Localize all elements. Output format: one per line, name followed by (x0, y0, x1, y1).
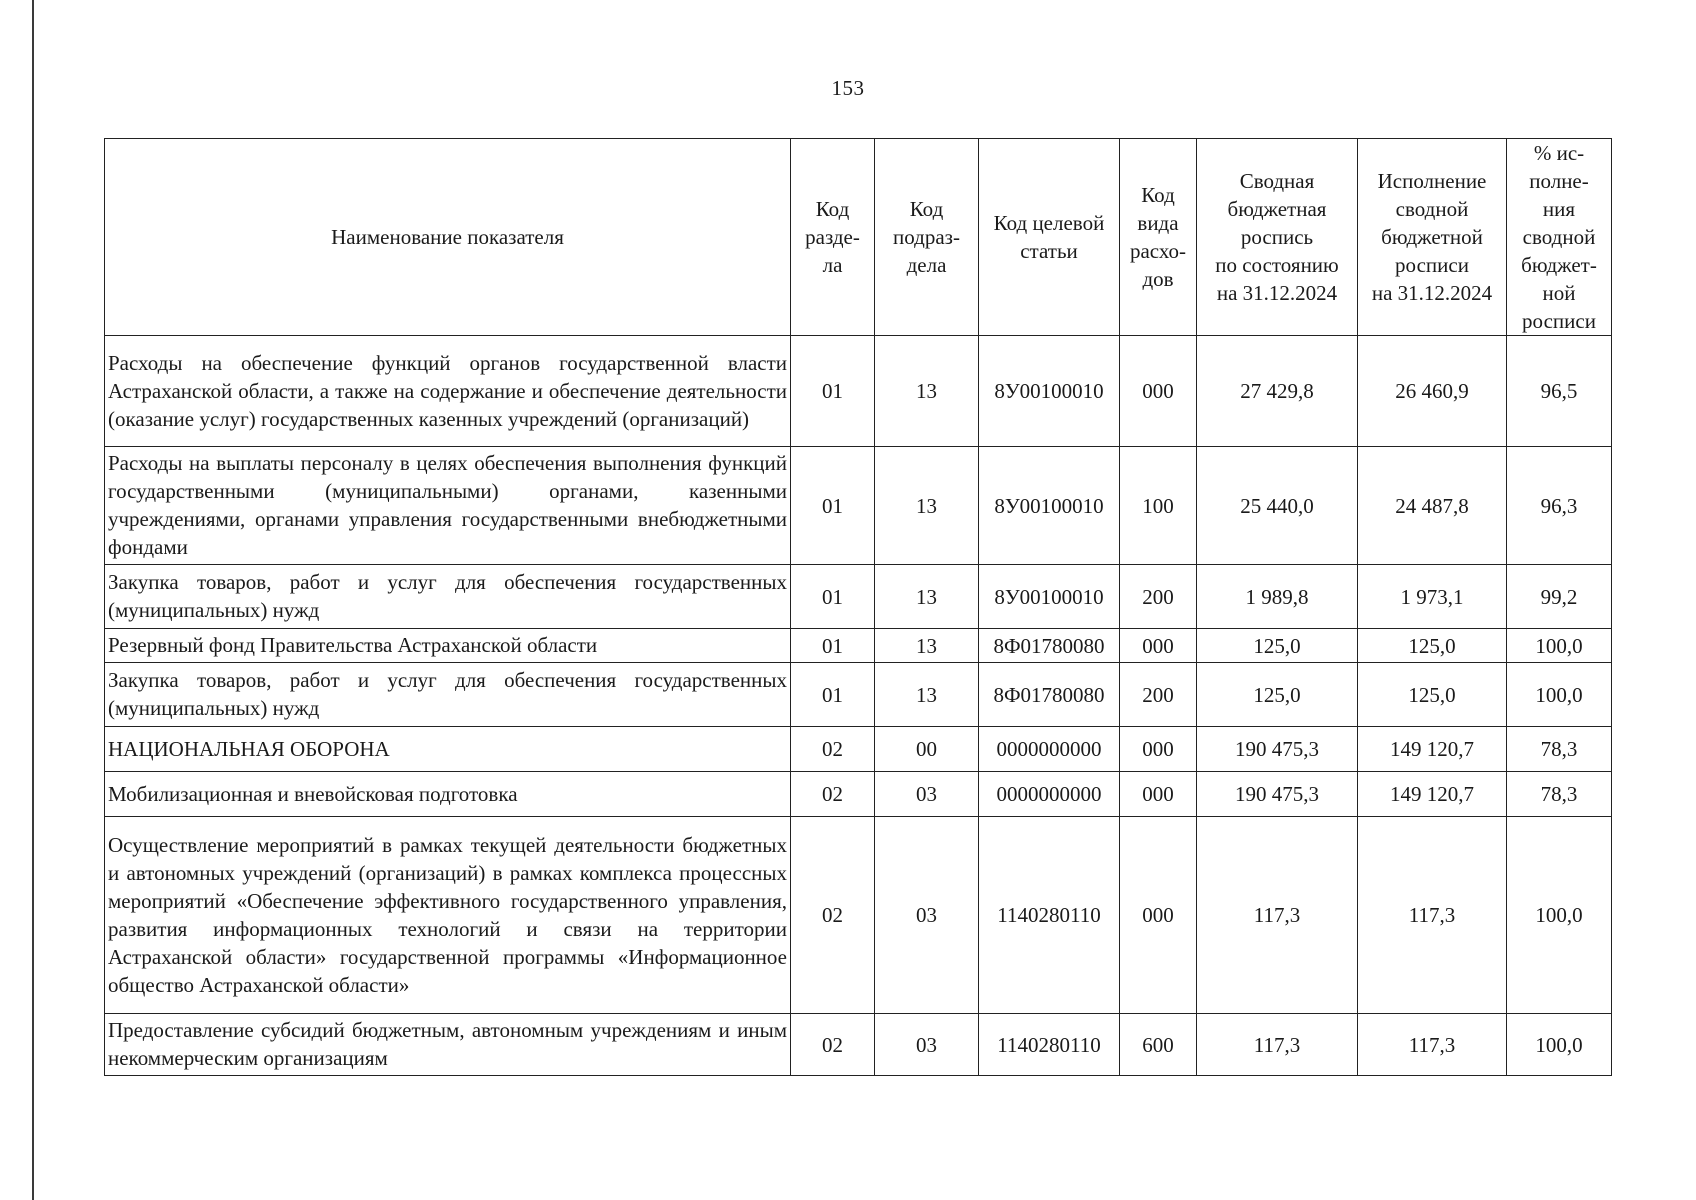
row-exec: 149 120,7 (1358, 727, 1507, 772)
row-exec: 117,3 (1358, 1014, 1507, 1076)
row-name: Закупка товаров, работ и услуг для обеспечения государственных (муниципальных) нужд (105, 565, 791, 629)
table-row (105, 1014, 1612, 1076)
header-line: на 31.12.2024 (1216, 281, 1338, 305)
row-kind: 000 (1120, 817, 1197, 1014)
row-exec: 1 973,1 (1358, 565, 1507, 629)
scan-edge-line (32, 0, 34, 1200)
header-summary-budget (1197, 139, 1358, 336)
row-plan: 25 440,0 (1197, 447, 1358, 565)
row-pct: 78,3 (1507, 727, 1612, 772)
row-pct: 78,3 (1507, 772, 1612, 817)
row-section: 01 (791, 663, 875, 727)
row-name: Резервный фонд Правительства Астраханской области (105, 629, 791, 663)
row-article: 8У00100010 (979, 447, 1120, 565)
row-article: 8Ф01780080 (979, 629, 1120, 663)
table-row (105, 629, 1612, 663)
table-row (105, 663, 1612, 727)
row-kind: 600 (1120, 1014, 1197, 1076)
header-line: ла (822, 253, 843, 277)
row-section: 01 (791, 629, 875, 663)
row-article: 8Ф01780080 (979, 663, 1120, 727)
header-line: Код (909, 197, 944, 221)
table-row (105, 336, 1612, 447)
row-exec: 26 460,9 (1358, 336, 1507, 447)
header-line: сводной (1522, 225, 1596, 249)
row-section: 01 (791, 447, 875, 565)
row-exec: 125,0 (1358, 629, 1507, 663)
table-row (105, 817, 1612, 1014)
row-kind: 200 (1120, 663, 1197, 727)
row-kind: 000 (1120, 336, 1197, 447)
row-plan: 190 475,3 (1197, 772, 1358, 817)
header-section-code (791, 139, 875, 336)
row-pct: 100,0 (1507, 629, 1612, 663)
header-execution (1358, 139, 1507, 336)
row-subsection: 13 (875, 663, 979, 727)
header-line: Сводная (1239, 169, 1315, 193)
row-article: 0000000000 (979, 772, 1120, 817)
header-line: росписи (1395, 253, 1469, 277)
row-article: 0000000000 (979, 727, 1120, 772)
row-pct: 100,0 (1507, 817, 1612, 1014)
row-name: Расходы на выплаты персоналу в целях обеспечения выполнения функций государственными (муниципальными) органами, казенными учреждениями, органами управления государственными внебюджетными фондами (105, 447, 791, 565)
row-exec: 117,3 (1358, 817, 1507, 1014)
row-section: 02 (791, 1014, 875, 1076)
row-kind: 100 (1120, 447, 1197, 565)
row-kind: 000 (1120, 772, 1197, 817)
table-header-row (105, 139, 1612, 336)
row-exec: 149 120,7 (1358, 772, 1507, 817)
header-line: Исполнение (1377, 169, 1487, 193)
row-kind: 200 (1120, 565, 1197, 629)
table-row (105, 565, 1612, 629)
table-row (105, 447, 1612, 565)
row-pct: 96,5 (1507, 336, 1612, 447)
row-subsection: 13 (875, 447, 979, 565)
row-kind: 000 (1120, 727, 1197, 772)
header-percent-execution (1507, 139, 1612, 336)
row-plan: 117,3 (1197, 1014, 1358, 1076)
row-subsection: 13 (875, 629, 979, 663)
row-section: 01 (791, 336, 875, 447)
header-line: разде- (805, 225, 860, 249)
row-exec: 125,0 (1358, 663, 1507, 727)
row-subsection: 03 (875, 1014, 979, 1076)
row-article: 8У00100010 (979, 565, 1120, 629)
header-line: ния (1542, 197, 1576, 221)
row-plan: 125,0 (1197, 663, 1358, 727)
header-line: ной (1542, 281, 1576, 305)
row-plan: 117,3 (1197, 817, 1358, 1014)
page-number: 153 (831, 76, 865, 100)
row-name: Мобилизационная и вневойсковая подготовка (105, 772, 791, 817)
row-article: 1140280110 (979, 817, 1120, 1014)
row-exec: 24 487,8 (1358, 447, 1507, 565)
header-line: бюджетная (1227, 197, 1327, 221)
row-kind: 000 (1120, 629, 1197, 663)
header-line: сводной (1395, 197, 1469, 221)
header-subsection-code (875, 139, 979, 336)
row-name: Осуществление мероприятий в рамках текущей деятельности бюджетных и автономных учреждений (организаций) в рамках комплекса процессных мероприятий «Обеспечение эффективного государственного управления, развития информационных технологий и связи на территории Астраханской области» государственной программы «Информационное общество Астраханской области» (105, 817, 791, 1014)
row-subsection: 03 (875, 817, 979, 1014)
row-subsection: 13 (875, 336, 979, 447)
header-line: Код целевой (993, 211, 1105, 235)
header-line: дела (906, 253, 947, 277)
row-pct: 96,3 (1507, 447, 1612, 565)
budget-table (104, 138, 1612, 1076)
row-plan: 190 475,3 (1197, 727, 1358, 772)
header-line: подраз- (893, 225, 960, 249)
row-name: Предоставление субсидий бюджетным, автономным учреждениям и иным некоммерческим организациям (105, 1014, 791, 1076)
row-subsection: 13 (875, 565, 979, 629)
header-line: бюджетной (1381, 225, 1483, 249)
row-plan: 125,0 (1197, 629, 1358, 663)
header-indicator-name: Наименование показателя (105, 139, 791, 336)
row-pct: 100,0 (1507, 1014, 1612, 1076)
header-line: % ис- (1533, 141, 1585, 165)
row-pct: 100,0 (1507, 663, 1612, 727)
header-line: расхо- (1129, 239, 1187, 263)
header-line: полне- (1529, 169, 1589, 193)
row-subsection: 03 (875, 772, 979, 817)
row-plan: 27 429,8 (1197, 336, 1358, 447)
header-line: вида (1137, 211, 1179, 235)
row-plan: 1 989,8 (1197, 565, 1358, 629)
header-line: статьи (1020, 239, 1078, 263)
row-name: НАЦИОНАЛЬНАЯ ОБОРОНА (105, 727, 791, 772)
header-line: бюджет- (1521, 253, 1597, 277)
header-line: росписи (1522, 309, 1596, 333)
row-section: 01 (791, 565, 875, 629)
row-name: Закупка товаров, работ и услуг для обеспечения государственных (муниципальных) нужд (105, 663, 791, 727)
header-line: по состоянию (1215, 253, 1339, 277)
header-line: на 31.12.2024 (1371, 281, 1493, 305)
header-line: роспись (1240, 225, 1314, 249)
row-section: 02 (791, 817, 875, 1014)
row-pct: 99,2 (1507, 565, 1612, 629)
row-section: 02 (791, 727, 875, 772)
row-article: 8У00100010 (979, 336, 1120, 447)
row-section: 02 (791, 772, 875, 817)
row-name: Расходы на обеспечение функций органов государственной власти Астраханской области, а также на содержание и обеспечение деятельности (оказание услуг) государственных казенных учреждений (организаций) (105, 336, 791, 447)
row-subsection: 00 (875, 727, 979, 772)
table-row (105, 727, 1612, 772)
header-target-article-code (979, 139, 1120, 336)
header-line: Код (815, 197, 850, 221)
row-article: 1140280110 (979, 1014, 1120, 1076)
header-line: Код (1141, 183, 1175, 207)
header-line: дов (1142, 267, 1174, 291)
table-row (105, 772, 1612, 817)
header-expense-type-code (1120, 139, 1197, 336)
